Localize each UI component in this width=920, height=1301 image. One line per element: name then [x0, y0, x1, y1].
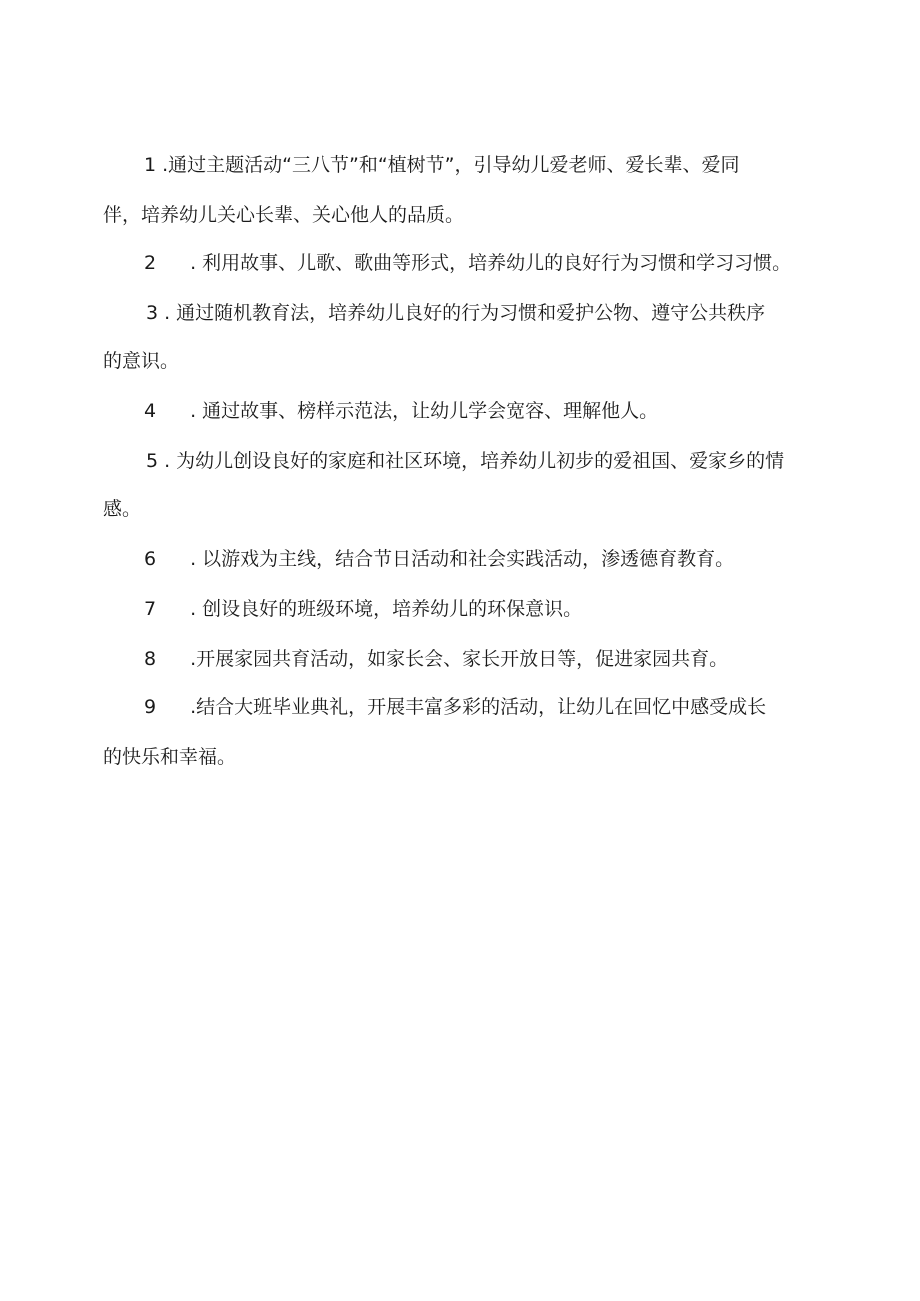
list-item-8-number: 8: [144, 648, 157, 670]
list-item-4-line-1: [144, 400, 658, 423]
list-item-9-line-1: [144, 696, 766, 719]
list-item-7-line-1: [144, 598, 582, 621]
list-item-2-line-1: [144, 252, 791, 275]
list-item-4-number: 4: [144, 400, 157, 422]
list-item-5-number: 5: [146, 450, 159, 472]
list-item-1-number: 1: [144, 154, 157, 176]
list-item-5-line-1: [146, 450, 784, 473]
list-item-1-text: .通过主题活动“三八节”和“植树节”，引导幼儿爱老师、爱长辈、爱同: [162, 154, 740, 176]
list-item-2-text: . 利用故事、儿歌、歌曲等形式，培养幼儿的良好行为习惯和学习习惯。: [190, 252, 792, 274]
list-item-3-number: 3: [146, 302, 159, 324]
list-item-8-line-1: [144, 648, 728, 671]
list-item-6-line-1: [144, 548, 734, 571]
list-item-1-line-2: 伴，培养幼儿关心长辈、关心他人的品质。: [103, 204, 465, 226]
list-item-9-number: 9: [144, 696, 157, 718]
list-item-9-line-2: 的快乐和幸福。: [103, 746, 237, 768]
list-item-6-text: . 以游戏为主线，结合节日活动和社会实践活动，渗透德育教育。: [190, 548, 735, 570]
list-item-3-text: . 通过随机教育法，培养幼儿良好的行为习惯和爱护公物、遵守公共秩序: [164, 302, 766, 324]
list-item-7-text: . 创设良好的班级环境，培养幼儿的环保意识。: [190, 598, 583, 620]
list-item-7-number: 7: [144, 598, 157, 620]
list-item-4-text: . 通过故事、榜样示范法，让幼儿学会宽容、理解他人。: [190, 400, 659, 422]
list-item-1-line-1: [144, 154, 740, 177]
list-item-3-line-2: 的意识。: [103, 350, 180, 372]
list-item-8-text: .开展家园共育活动，如家长会、家长开放日等，促进家园共育。: [190, 648, 729, 670]
list-item-5-line-2: 感。: [103, 498, 142, 520]
list-item-3-line-1: [146, 302, 765, 325]
list-item-5-text: . 为幼儿创设良好的家庭和社区环境，培养幼儿初步的爱祖国、爱家乡的情: [164, 450, 785, 472]
list-item-2-number: 2: [144, 252, 157, 274]
list-item-6-number: 6: [144, 548, 157, 570]
list-item-9-text: .结合大班毕业典礼，开展丰富多彩的活动，让幼儿在回忆中感受成长: [190, 696, 767, 718]
